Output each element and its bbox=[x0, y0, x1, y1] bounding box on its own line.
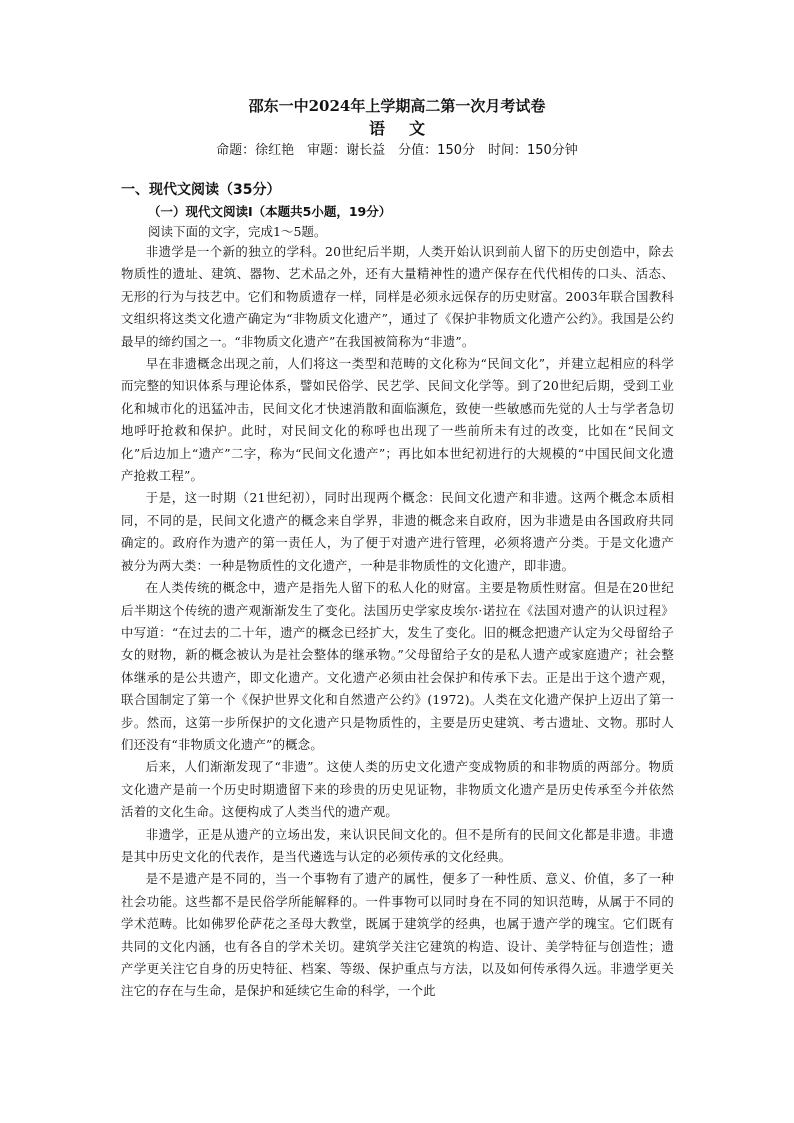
section-heading: 一、现代文阅读（35分） bbox=[121, 182, 281, 198]
paragraph: 早在非遗概念出现之前，人们将这一类型和范畴的文化称为“民间文化”，并建立起相应的科学而完整的知识体系与理论体系，譬如民俗学、民艺学、民间文化学等。到了20世纪后期，受到工业化和城市化的迅猛冲击，民间文化才快速消散和面临濒危，致使一些敏感而先觉的人士与学者急切地呼吁抢救和保护。此时，对民间文化的称呼也出现了一些前所未有过的改变，比如在“民间文化”后边加上“遗产”二字，称为“民间文化遗产”；再比如本世纪初进行的大规模的“中国民间文化遗产抢救工程”。 bbox=[121, 356, 674, 484]
reading-passage bbox=[121, 241, 674, 1003]
exam-title: 邵东一中2024年上学期高二第一次月考试卷 bbox=[248, 97, 546, 115]
exam-meta-info: 命题：徐红艳 审题：谢长益 分值：150分 时间：150分钟 bbox=[216, 143, 578, 158]
subsection-heading: （一）现代文阅读Ⅰ（本题共5小题，19分） bbox=[148, 204, 392, 219]
reading-instruction: 阅读下面的文字，完成1～5题。 bbox=[148, 224, 327, 239]
paragraph: 是不是遗产是不同的，当一个事物有了遗产的属性，便多了一种性质、意义、价值，多了一种社会功能。这些都不是民俗学所能解释的。一件事物可以同时身在不同的知识范畴，从属于不同的学术范畴。比如佛罗伦萨花之圣母大教堂，既属于建筑学的经典，也属于遗产学的瑰宝。它们既有共同的文化内涵，也有各自的学术关切。建筑学关注它建筑的构造、设计、美学特征与创造性；遗产学更关注它自身的历史特征、档案、等级、保护重点与方法，以及如何传承得久远。非遗学更关注它的存在与生命，是保护和延续它生命的科学，一个此 bbox=[121, 871, 674, 999]
paragraph: 后来，人们渐渐发现了“非遗”。这使人类的历史文化遗产变成物质的和非物质的两部分。物质文化遗产是前一个历史时期遗留下来的珍贵的历史见证物，非物质文化遗产是历史传承至今并依然活着的文化生命。这便构成了人类当代的遗产观。 bbox=[121, 759, 674, 820]
paragraph: 非遗学，正是从遗产的立场出发，来认识民间文化的。但不是所有的民间文化都是非遗。非遗是其中历史文化的代表作，是当代遴选与认定的必须传承的文化经典。 bbox=[121, 826, 674, 864]
paragraph: 于是，这一时期（21世纪初），同时出现两个概念：民间文化遗产和非遗。这两个概念本质相同，不同的是，民间文化遗产的概念来自学界，非遗的概念来自政府，因为非遗是由各国政府共同确定的。政府作为遗产的第一责任人，为了便于对遗产进行管理，必须将遗产分类。于是文化遗产被分为两大类：一种是物质性的文化遗产，一种是非物质性的文化遗产，即非遗。 bbox=[121, 490, 674, 573]
paragraph: 在人类传统的概念中，遗产是指先人留下的私人化的财富。主要是物质性财富。但是在20世纪后半期这个传统的遗产观渐渐发生了变化。法国历史学家皮埃尔·诺拉在《法国对遗产的认识过程》中写道：“在过去的二十年，遗产的概念已经扩大，发生了变化。旧的概念把遗产认定为父母留给子女的财物，新的概念被认为是社会整体的继承物。”父母留给子女的是私人遗产或家庭遗产；社会整体继承的是公共遗产，即文化遗产。文化遗产必须由社会保护和传承下去。正是出于这个遗产观，联合国制定了第一个《保护世界文化和自然遗产公约》(1972)。人类在文化遗产保护上迈出了第一步。然而，这第一步所保护的文化遗产只是物质性的，主要是历史建筑、考古遗址、文物。那时人们还没有“非物质文化遗产”的概念。 bbox=[121, 580, 674, 752]
paragraph: 非遗学是一个新的独立的学科。20世纪后半期，人类开始认识到前人留下的历史创造中，除去物质性的遗址、建筑、器物、艺术品之外，还有大量精神性的遗产保存在代代相传的口头、活态、无形的行为与技艺中。它们和物质遗存一样，同样是必须永远保存的历史财富。2003年联合国教科文组织将这类文化遗产确定为“非物质文化遗产”，通过了《保护非物质文化遗产公约》。我国是公约最早的缔约国之一。“非物质文化遗产”在我国被简称为“非遗”。 bbox=[121, 244, 674, 349]
subject-title: 语文 bbox=[368, 119, 449, 138]
